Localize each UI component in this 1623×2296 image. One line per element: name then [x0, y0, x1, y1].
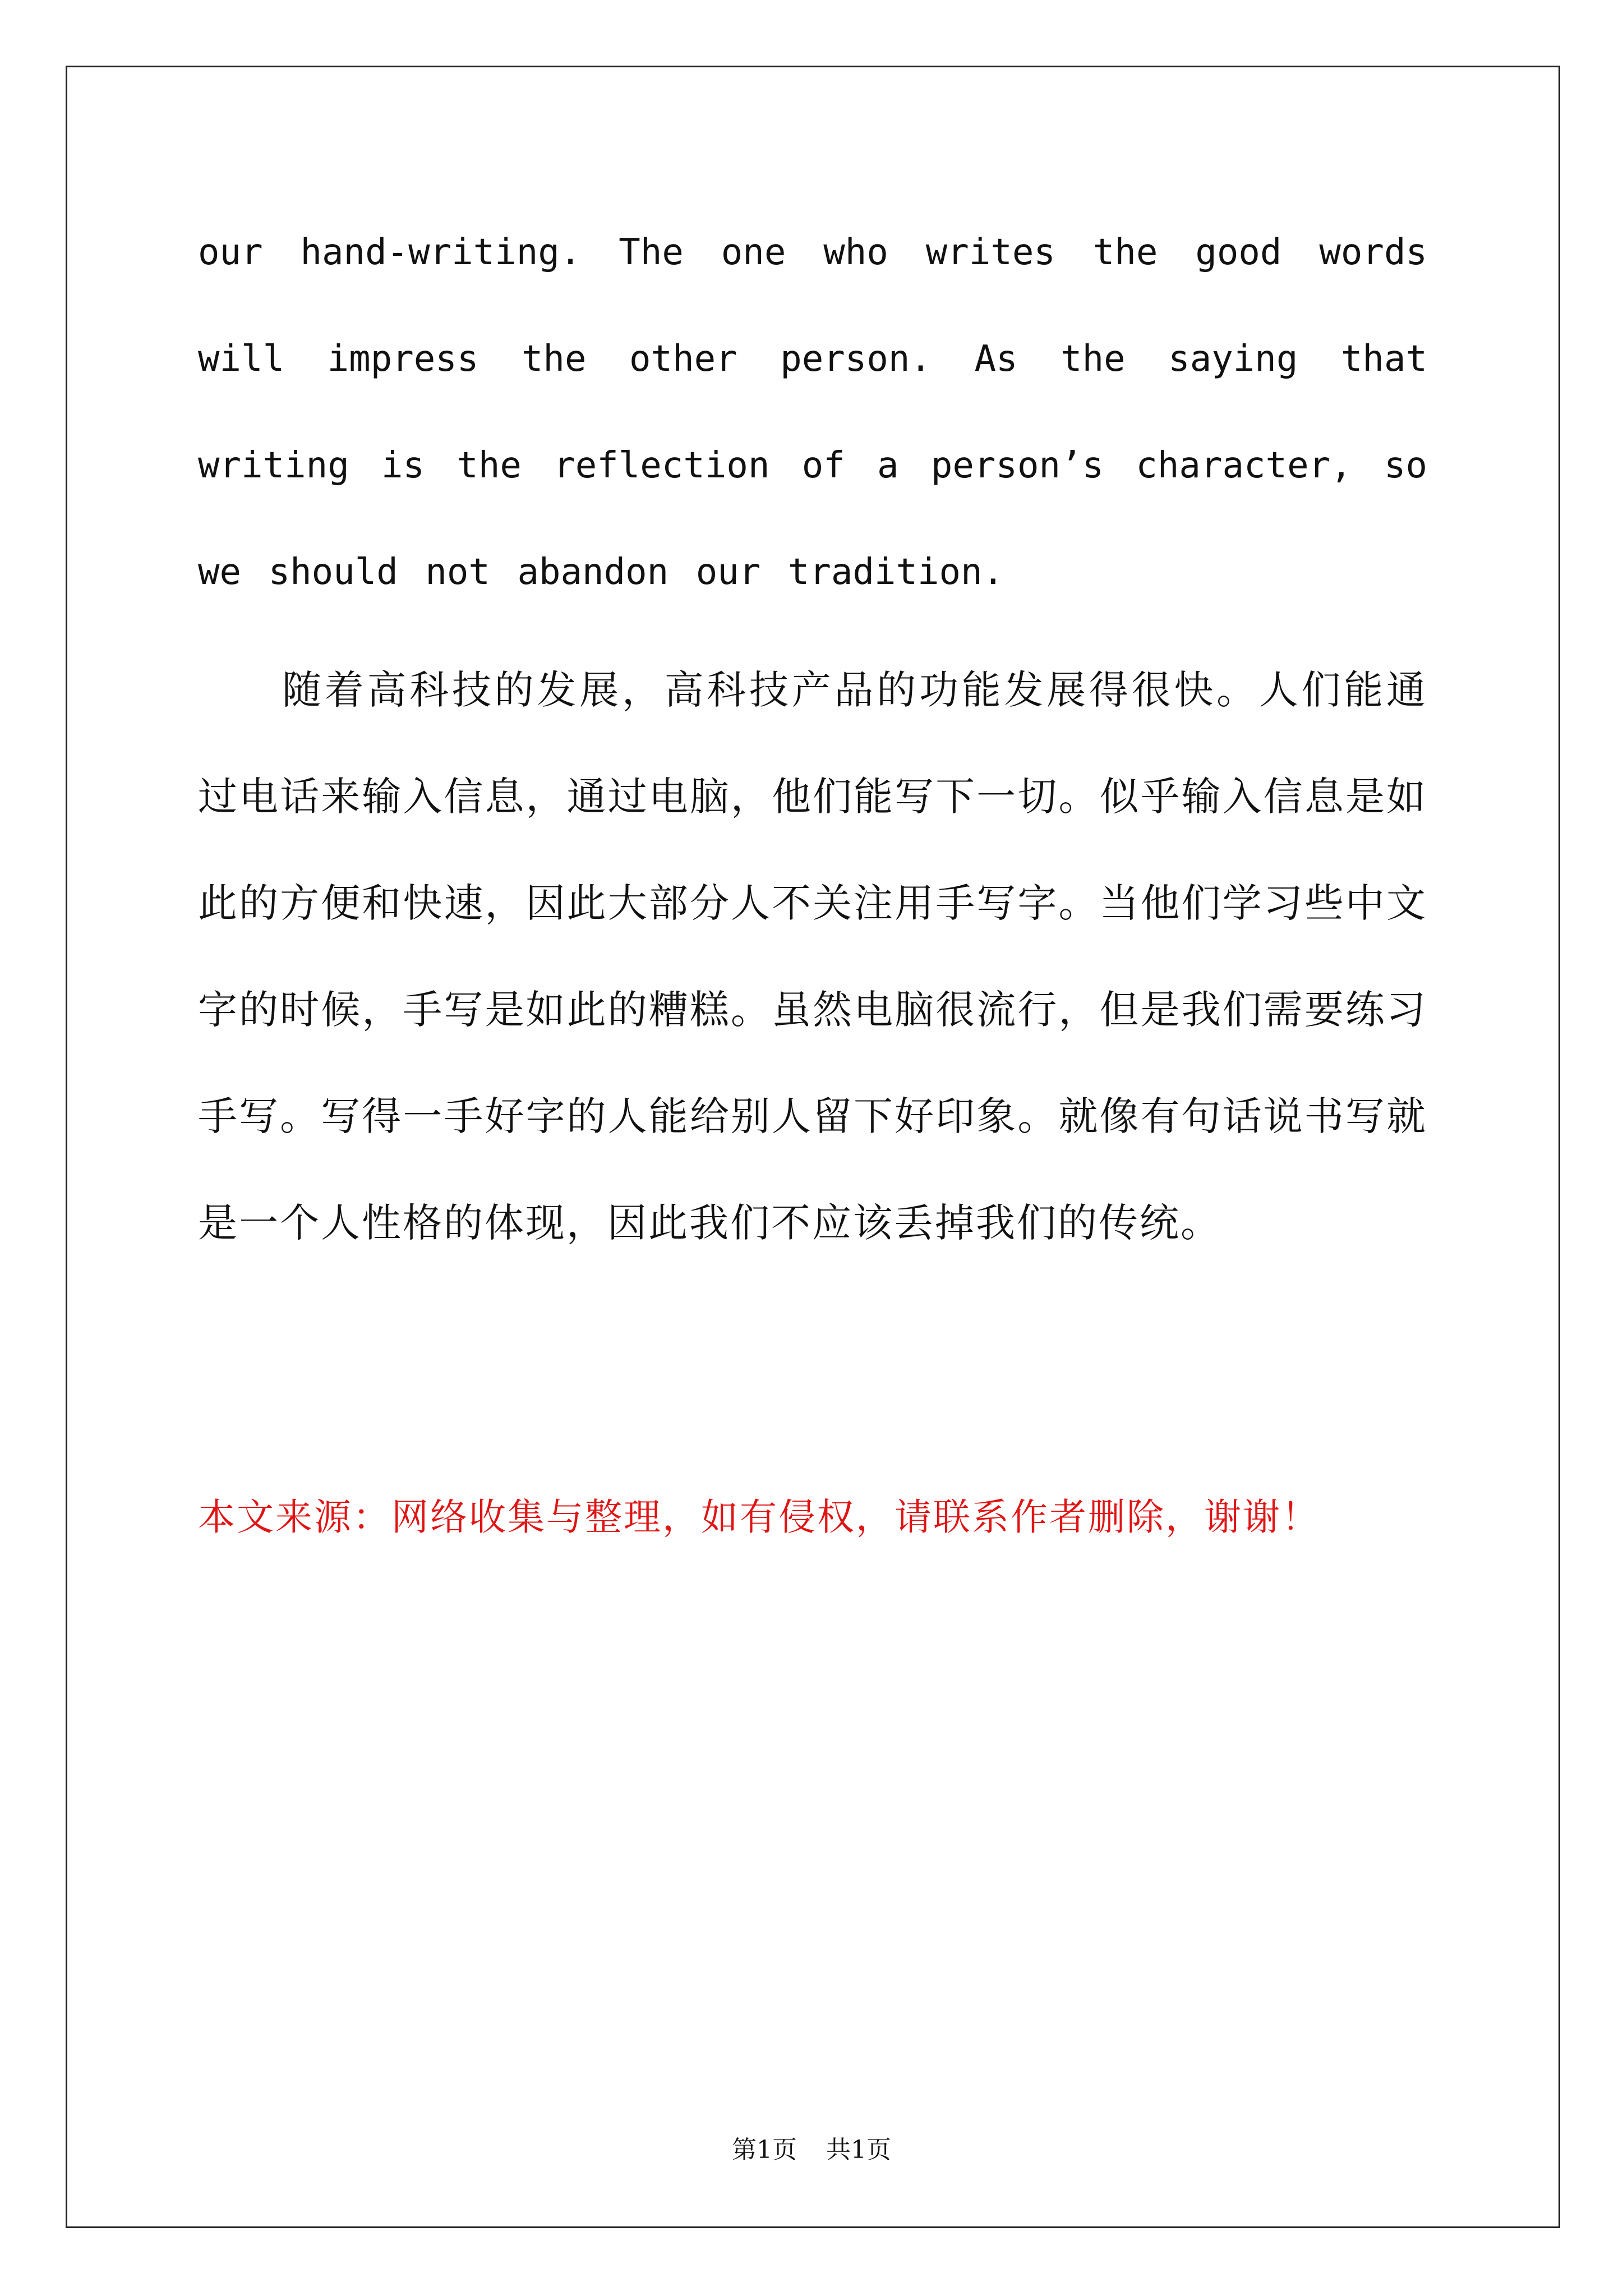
source-disclaimer: 本文来源：网络收集与整理，如有侵权，请联系作者删除，谢谢！ [198, 1496, 1320, 1539]
page-number: 第1页 [732, 2136, 797, 2164]
english-paragraph: our hand-writing. The one who writes the good words will impress the other person. As the saying that writing is the reflection of a person’s character, so we should not abandon our tradition. [198, 232, 1427, 593]
page-footer [0, 2133, 1623, 2167]
chinese-paragraph: 随着高科技的发展，高科技产品的功能发展得很快。人们能通过电话来输入信息，通过电脑，他们能写下一切。似乎输入信息是如此的方便和快速，因此大部分人不关注用手写字。当他们学习些中文字的时候，手写是如此的糟糕。虽然电脑很流行，但是我们需要练习手写。写得一手好字的人能给别人留下好印象。就像有句话说书写就是一个人性格的体现，因此我们不应该丢掉我们的传统。 [198, 667, 1427, 1246]
page-count: 共1页 [826, 2136, 891, 2164]
